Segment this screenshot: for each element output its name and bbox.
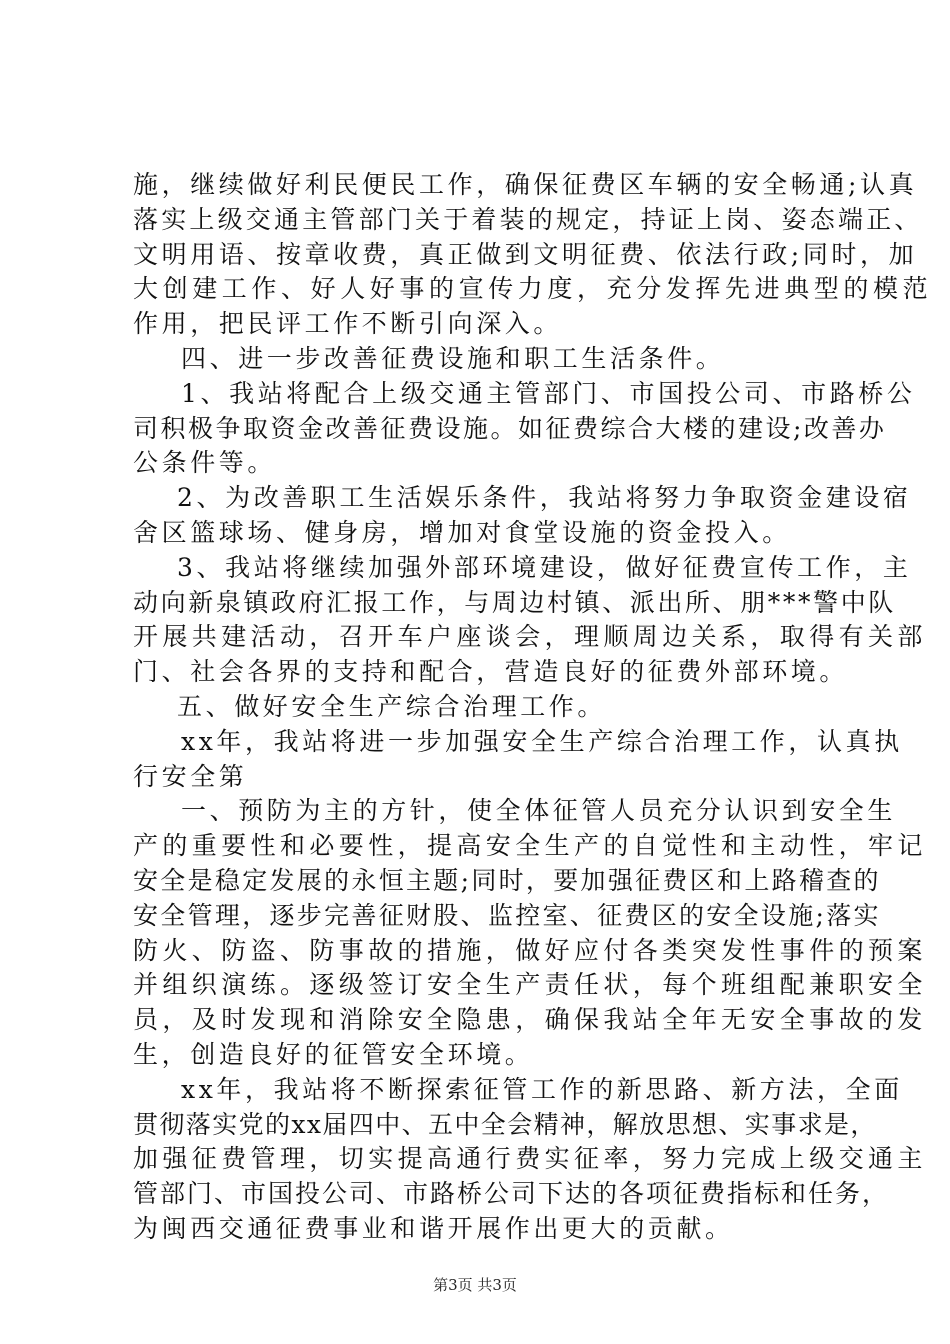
body-line: 舍区篮球场、健身房，增加对食堂设施的资金投入。 [133,517,791,547]
page-footer: 第3页 共3页 [433,1276,517,1294]
document-body [133,168,933,1247]
body-line: 司积极争取资金改善征费设施。如征费综合大楼的建设;改善办 [133,413,887,443]
body-line: 行安全第 [133,761,248,791]
body-line: 1、我站将配合上级交通主管部门、市国投公司、市路桥公 [181,378,916,408]
body-line: 门、社会各界的支持和配合，营造良好的征费外部环境。 [133,657,849,687]
body-line: 生，创造良好的征管安全环境。 [133,1039,534,1069]
body-line: 加强征费管理，切实提高通行费实征率，努力完成上级交通主 [133,1144,927,1174]
body-line: 五、做好安全生产综合治理工作。 [177,691,607,721]
body-line: 施，继续做好利民便民工作，确保征费区车辆的安全畅通;认真 [133,170,918,199]
body-line: 公条件等。 [133,448,277,478]
body-line: 并组织演练。逐级签订安全生产责任状，每个班组配兼职安全 [133,970,927,1000]
body-line: 落实上级交通主管部门关于着装的规定，持证上岗、姿态端正、 [133,204,923,234]
body-line: 文明用语、按章收费，真正做到文明征费、依法行政;同时，加 [133,239,918,269]
body-line: xx年，我站将进一步加强安全生产综合治理工作，认真执 [181,726,903,756]
body-line: 管部门、市国投公司、市路桥公司下达的各项征费指标和任务， [133,1179,890,1209]
body-line: 作用，把民评工作不断引向深入。 [133,309,563,339]
body-line: 大创建工作、好人好事的宣传力度，充分发挥先进典型的模范 [133,274,933,304]
body-line: 产的重要性和必要性，提高安全生产的自觉性和主动性，牢记 [133,831,927,861]
body-line: 3、我站将继续加强外部环境建设，做好征费宣传工作，主 [177,552,912,582]
body-line: 为闽西交通征费事业和谐开展作出更大的贡献。 [133,1213,734,1243]
body-line: 安全管理，逐步完善征财股、监控室、征费区的安全设施;落实 [133,900,881,930]
body-line: 开展共建活动，召开车户座谈会，理顺周边关系，取得有关部 [133,622,927,652]
body-line: 2、为改善职工生活娱乐条件，我站将努力争取资金建设宿 [177,483,912,513]
body-line: xx年，我站将不断探索征管工作的新思路、新方法，全面 [181,1074,903,1104]
body-line: 员，及时发现和消除安全隐患，确保我站全年无安全事故的发 [133,1005,927,1035]
body-line: 动向新泉镇政府汇报工作，与周边村镇、派出所、朋***警中队 [133,587,896,617]
body-line: 安全是稳定发展的永恒主题;同时，要加强征费区和上路稽查的 [133,865,881,895]
body-line: 贯彻落实党的xx届四中、五中全会精神，解放思想、实事求是， [133,1109,877,1139]
body-line: 四、进一步改善征费设施和职工生活条件。 [181,343,725,373]
body-line: 防火、防盗、防事故的措施，做好应付各类突发性事件的预案 [133,935,927,965]
body-line: 一、预防为主的方针，使全体征管人员充分认识到安全生 [181,796,897,826]
